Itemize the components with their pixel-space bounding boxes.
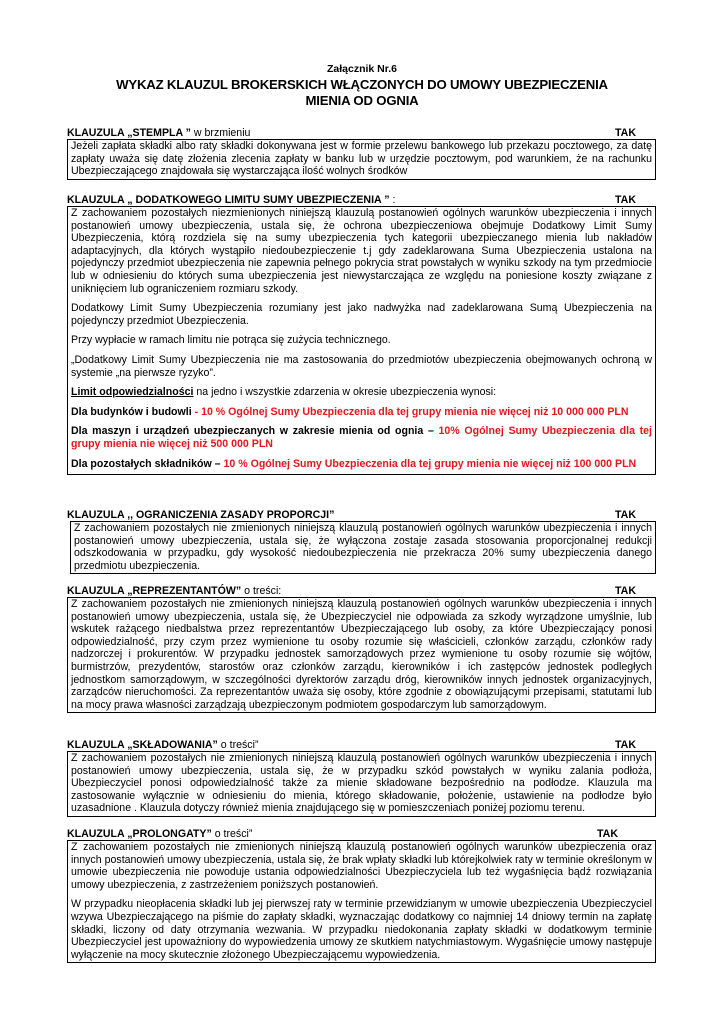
limit-label: Dla budynków i budowli [71,405,192,418]
limit-machines [71,425,652,450]
limit-value: 10 % Ogólnej Sumy Ubezpieczenia dla tej grupy mienia nie więcej niż 100 000 PLN [223,457,637,470]
clause-title-rest: o treści” [211,828,253,840]
clause-paragraph: Z zachowaniem pozostałych nie zmienionych niniejszą klauzulą postanowień ogólnych warunków ubezpieczenia i innych postanowień umowy ubezpieczenia, ustala się, że w przypadku szkód powstałych w wyniku zalania podłoża, Ubezpieczyciel ponosi odpowiedzialność także za mienie składowane bezpośrednio na podłodze. Klauzula ma zastosowanie wyłącznie w odniesieniu do mienia, którego składowanie, położenie, ustawienie na podłodze było uzasadnione . Klauzula dotyczy również mienia znajdującego się w pomieszczeniach poniżej poziomu terenu. [71,752,652,815]
clause-body [70,521,656,574]
clause-status: TAK [615,194,636,206]
clause-paragraph: Jeżeli zapłata składki albo raty składki dokonywana jest w formie przelewu bankowego lub przekazu pocztowego, za datę zapłaty uważa się datę złożenia zlecenia zapłaty w banku lub w urzędzie pocztowym, pod warunkiem, że na rachunku Ubezpieczającego znajdowała się wystarczająca ilość wolnych środków [71,140,652,178]
clause-reprezentantow [67,585,656,713]
limit-label: Dla maszyn i urządzeń ubezpieczanych w zakresie mienia od ognia – [71,425,439,438]
clause-dodatkowy-limit [67,194,656,475]
clause-status: TAK [615,739,636,751]
limit-value: - 10 % Ogólnej Sumy Ubezpieczenia dla tej grupy mienia nie więcej niż 10 000 000 PLN [191,405,629,418]
clause-body [67,840,656,963]
clause-paragraph: „Dodatkowy Limit Sumy Ubezpieczenia nie ma zastosowania do przedmiotów ubezpieczenia obejmowanych ochroną w systemie „na pierwsze ryzyko”. [71,353,652,379]
document-title-line2: MIENIA OD OGNIA [305,93,419,108]
clause-title: KLAUZULA „ DODATKOWEGO LIMITU SUMY UBEZPIECZENIA ” [67,194,390,206]
clause-title: KLAUZULA „STEMPLA ” [67,127,191,139]
clause-title-rest: : [389,194,396,206]
clause-heading [67,739,656,751]
clause-body [67,139,656,180]
document-title-line1: WYKAZ KLAUZUL BROKERSKICH WŁĄCZONYCH DO UMOWY UBEZPIECZENIA [116,77,608,92]
clause-paragraph: Z zachowaniem pozostałych nie zmienionych niniejszą klauzulą postanowień ogólnych warunków ubezpieczenia i innych postanowień umowy ubezpieczenia, ustala się, że Ubezpieczyciel nie odpowiada za szkody wyrządzone umyślnie, lub wskutek rażącego niedbalstwa przez reprezentantów Ubezpieczającego lub osoby, za które Ubezpieczający ponosi odpowiedzialność, przy czym przez wymienione tu osoby rozumie się właścicieli, członków zarządu, członków rady nadzorczej i prokurentów. W przypadku jednostek samorządowych przez wymienione tu osoby rozumie się wójtów, burmistrzów, prezydentów, starostów oraz członków zarządu, kierowników i ich zastępców jednostek podległych jednostkom samorządowym, w szczególności dyrektorów zarządu dróg, kierowników innych jednostek organizacyjnych, zarządców nieruchomości. Za reprezentantów uważa się osoby, które zgodnie z obowiązującymi przepisami, statutami lub na mocy prawa własności zarządzają ubezpieczonym podmiotem gospodarczym lub samorządowym. [71,598,652,711]
clause-title: KLAUZULA „SKŁADOWANIA” [67,739,218,751]
limit-intro [71,386,652,399]
clause-heading [67,194,656,206]
limit-label: Dla pozostałych składników – [71,457,224,470]
clause-status: TAK [615,127,636,139]
clause-heading [67,509,656,521]
clause-status: TAK [615,509,636,521]
clause-heading [67,127,656,139]
clause-title: KLAUZULA „REPREZENTANTÓW” [67,585,242,597]
clause-heading [67,585,656,597]
limit-value: 10% Ogólnej Sumy Ubezpieczenia dla tej grupy mienia nie więcej niż 500 000 PLN [71,425,652,450]
clause-paragraph: W przypadku nieopłacenia składki lub jej pierwszej raty w terminie przewidzianym w umowie ubezpieczenia Ubezpieczyciel wzywa Ubezpieczającego na piśmie do zapłaty składki, wyznaczając dodatkowy co najmniej 14 dniowy termin na zapłatę składki, liczony od daty otrzymania wezwania. W przypadku niedokonania zapłaty składki w dodatkowym terminie Ubezpieczyciel jest upoważniony do wypowiedzenia umowy ze skutkiem natychmiastowym. Wygaśnięcie umowy następuje wyłączenie na mocy skutecznie złożonego Ubezpieczającemu wypowiedzenia. [71,898,652,961]
limit-other [71,458,652,471]
clause-skladowania [67,739,656,817]
clause-heading [67,828,656,840]
annex-label: Załącznik Nr.6 [326,63,398,75]
clause-status: TAK [597,828,618,840]
clause-title-rest: w brzmieniu [190,127,251,139]
limit-buildings [71,406,652,419]
clause-body [67,751,656,817]
clause-paragraph: Dodatkowy Limit Sumy Ubezpieczenia rozumiany jest jako nadwyżka nad zadeklarowana Sumą Ubezpieczenia na pojedynczy przedmiot Ubezpieczenia. [71,302,652,327]
clause-status: TAK [615,585,636,597]
clause-title-rest: o treści” [217,739,259,751]
clause-title: KLAUZULA „PROLONGATY” [67,828,212,840]
clause-title-rest: o treści: [241,585,282,597]
clause-body [67,206,656,475]
clause-prolongaty [67,828,656,963]
clause-paragraph: Z zachowaniem pozostałych niezmienionych niniejszą klauzulą postanowień ogólnych warunków ubezpieczenia i innych postanowień umowy ubezpieczenia, ustala się, że ochrona ubezpieczeniowa obejmuje Dodatkowy Limit Sumy Ubezpieczenia, którą rozdziela się na sumy ubezpieczenia tych kategorii ubezpieczanego mienia lub nakładów adaptacyjnych, dla których wystąpiło niedoubezpieczenie t.j gdy zadeklarowana Suma Ubezpieczenia ustalona na pojedynczy przedmiot ubezpieczenia nie zapewnia pełnego pokrycia strat powstałych w wyniku szkody na tym przedmiocie lub w odniesieniu do których suma ubezpieczenia jest niewystarczająca ze względu na poniesione koszty związane z uniknięciem lub ograniczeniem rozmiaru szkody. [71,207,652,295]
clause-paragraph: Przy wypłacie w ramach limitu nie potrąca się zużycia technicznego. [71,334,391,347]
clause-stempla [67,127,656,180]
limit-intro-text: na jedno i wszystkie zdarzenia w okresie ubezpieczenia wynosi: [193,386,497,399]
clause-ograniczenia-proporcji [67,509,656,574]
limit-intro-underlined: Limit odpowiedzialności [71,386,194,399]
clause-body [67,597,656,713]
clause-title: KLAUZULA ,, OGRANICZENIA ZASADY PROPORCJI” [67,509,335,521]
clause-paragraph: Z zachowaniem pozostałych nie zmienionych niniejszą klauzulą postanowień ogólnych warunków ubezpieczenia i innych postanowień umowy ubezpieczenia, ustala się, że wyłączona zostaje zasada stosowania proporcjonalnej redukcji odszkodowania w przypadku, gdy wysokość niedoubezpieczenia nie przekracza 20% sumy ubezpieczenia danego przedmiotu ubezpieczenia. [74,522,652,572]
clause-paragraph: Z zachowaniem pozostałych nie zmienionych niniejszą klauzulą postanowień ogólnych warunków ubezpieczenia oraz innych postanowień umowy ubezpieczenia, ustala się, że brak wpłaty składki lub którejkolwiek raty w terminie określonym w umowie ubezpieczenia nie powoduje ustania odpowiedzialności Ubezpieczyciela lub też wygaśnięcia bądź rozwiązania umowy ubezpieczenia, z zastrzeżeniem poniższych postanowień. [71,841,652,891]
